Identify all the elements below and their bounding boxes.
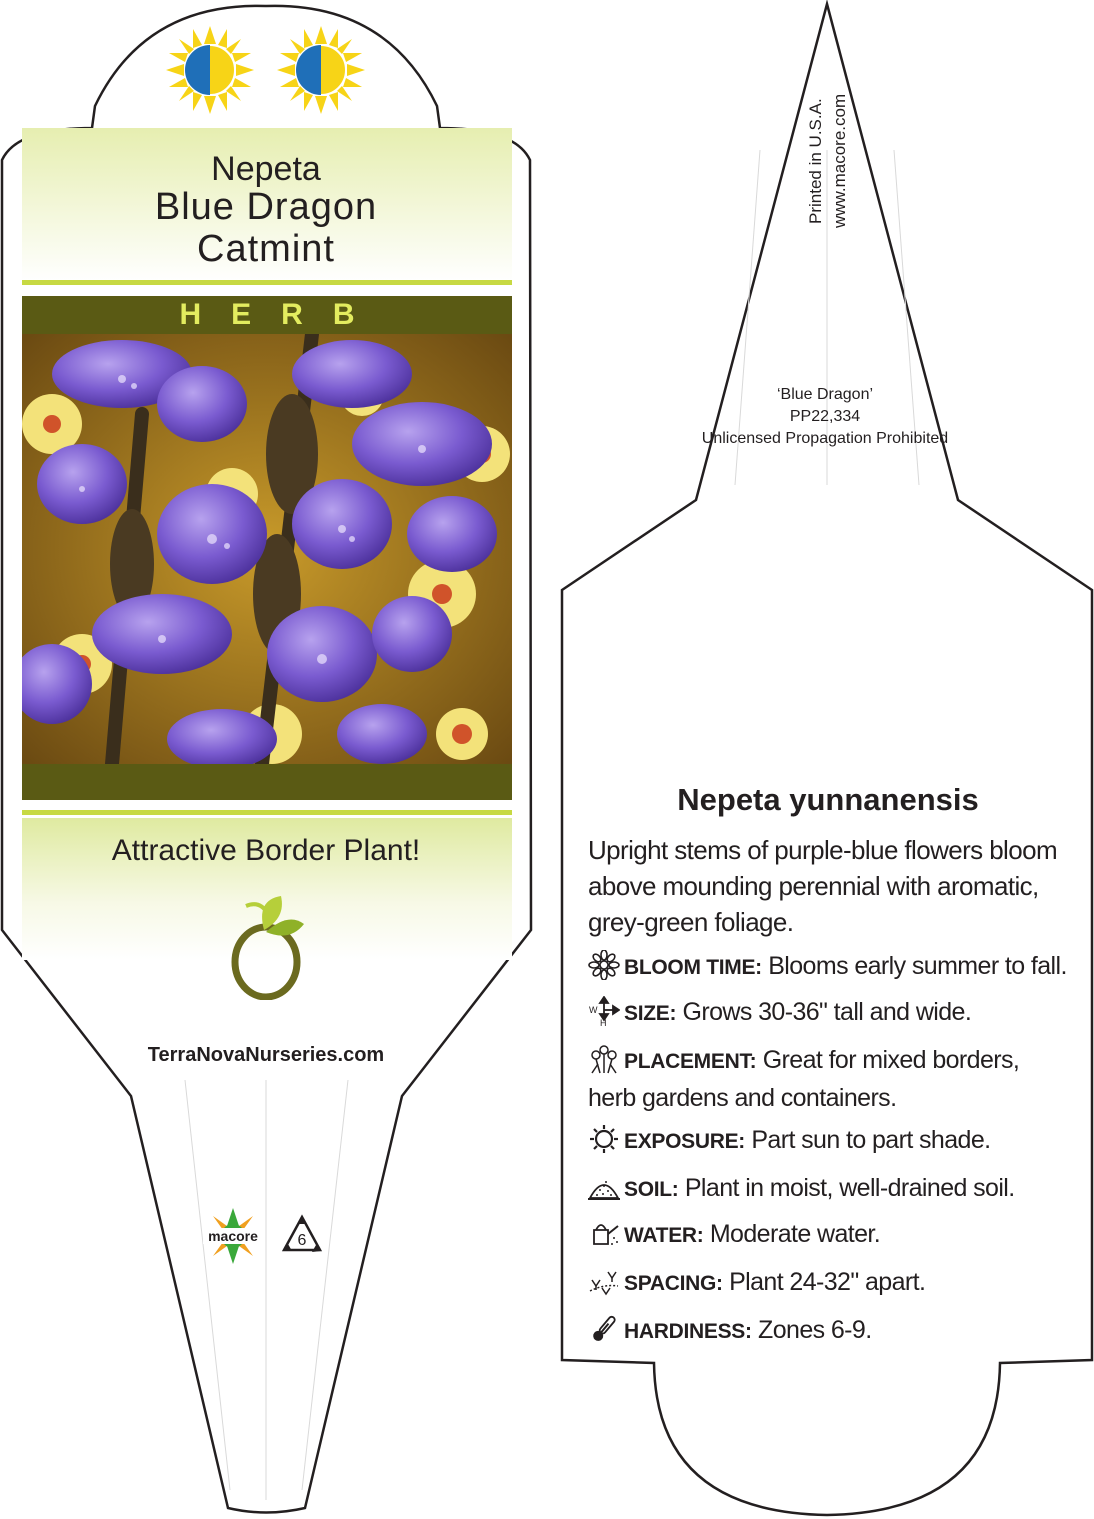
soil-icon xyxy=(588,1172,620,1202)
lime-divider xyxy=(22,810,512,815)
size-arrows-icon xyxy=(588,996,620,1026)
lime-divider xyxy=(22,280,512,285)
plant-cultivar-line2: Catmint xyxy=(197,228,335,270)
sun-icon xyxy=(588,1124,620,1154)
patent-notice: Unlicensed Propagation Prohibited xyxy=(701,430,949,447)
attr-exposure: EXPOSURE: Part sun to part shade. xyxy=(588,1122,1068,1160)
patent-number: PP22,334 xyxy=(789,408,861,425)
attr-water: WATER: Moderate water. xyxy=(588,1216,1068,1254)
size-icon-h: H xyxy=(600,1018,606,1026)
attr-placement: PLACEMENT: Great for mixed borders, herb gardens and containers. xyxy=(588,1046,1020,1112)
plant-genus: Nepeta xyxy=(211,150,321,188)
attr-bloom-time: BLOOM TIME: Blooms early summer to fall. xyxy=(588,948,1068,986)
attr-hardiness: HARDINESS: Zones 6-9. xyxy=(588,1312,1068,1350)
recycle-code: 6 xyxy=(297,1232,307,1249)
thermometer-icon xyxy=(588,1314,620,1344)
attr-soil: SOIL: Plant in moist, well-drained soil. xyxy=(588,1170,1068,1208)
printer-website: www.macore.com xyxy=(830,93,849,228)
species-name: Nepeta yunnanensis xyxy=(677,782,979,817)
spacing-icon xyxy=(588,1266,620,1296)
plant-cultivar-line1: Blue Dragon xyxy=(154,186,378,228)
flower-icon xyxy=(588,950,620,980)
photo-bottom-band xyxy=(22,764,512,800)
plants-icon xyxy=(588,1044,620,1074)
macore-logo-text: macore xyxy=(203,1228,263,1244)
printed-in: Printed in U.S.A. xyxy=(806,98,825,224)
attr-spacing: SPACING: Plant 24-32" apart. xyxy=(588,1264,1068,1302)
part-sun-icon xyxy=(166,26,254,114)
plant-photo xyxy=(22,334,512,764)
nursery-website: TerraNovaNurseries.com xyxy=(147,1044,385,1066)
terra-nova-logo-icon xyxy=(226,890,310,1000)
plant-description: Upright stems of purple-blue flowers bloom above mounding perennial with aromatic, grey-green foliage. xyxy=(588,835,1058,937)
watering-can-icon xyxy=(588,1218,620,1248)
part-sun-icon xyxy=(277,26,365,114)
patent-name: ‘Blue Dragon’ xyxy=(776,386,874,403)
size-icon-w: W xyxy=(589,1005,597,1015)
attr-size: W H SIZE: Grows 30-36" tall and wide. xyxy=(589,998,972,1026)
tagline: Attractive Border Plant! xyxy=(111,834,421,867)
category-band: HERB xyxy=(22,296,512,334)
